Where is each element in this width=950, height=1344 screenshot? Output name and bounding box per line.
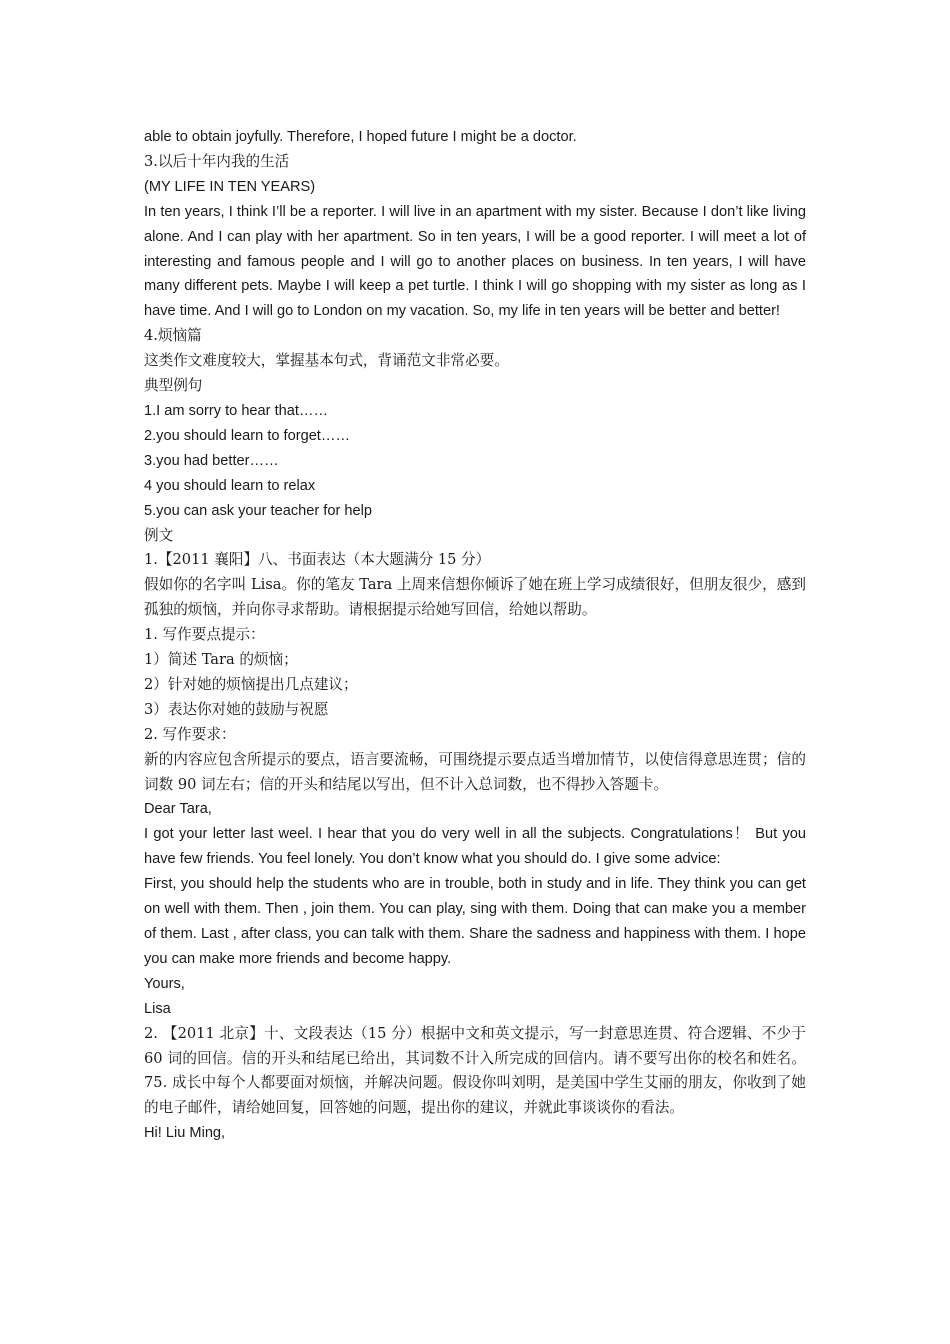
section-heading-4: 4.烦恼篇 [144, 327, 202, 345]
section-heading-3: 3.以后十年内我的生活 [144, 152, 290, 170]
example-sentence: 3.you had better…… [144, 452, 279, 469]
essay-title: (MY LIFE IN TEN YEARS) [144, 178, 316, 195]
essay-ten-years: In ten years, I think I’ll be a reporter. I will live in an apartment with my sister. Because I don’t like living alone. And I can play with her apartment. So in ten years, I will be a good reporter. I will meet a lot of interesting and famous people and I will go to another places on business. In ten years, I will have many different pets. Maybe I will keep a pet turtle. I think I will go shopping with my sister as long as I have time. And I will go to London on my vacation. So, my life in ten years will be better and better! [144, 203, 806, 320]
writing-point: 3）表达你对她的鼓励与祝愿 [144, 700, 329, 718]
letter-greeting: Dear Tara, [144, 801, 212, 818]
reply-greeting: Hi! Liu Ming, [144, 1125, 226, 1142]
letter-closing: Yours, [144, 975, 185, 992]
example-sentence: 4 you should learn to relax [144, 477, 316, 494]
question-1-heading: 1.【2011 襄阳】八、书面表达（本大题满分 15 分） [144, 551, 491, 569]
question-1-prompt: 假如你的名字叫 Lisa。你的笔友 Tara 上周来信想你倾诉了她在班上学习成绩很好，但朋友很少，感到孤独的烦恼，并向你寻求帮助。请根据提示给她写回信，给她以帮助。 [144, 576, 806, 619]
writing-points-heading: 1. 写作要点提示： [144, 626, 265, 644]
requirements-heading: 2. 写作要求： [144, 725, 236, 743]
document-page [144, 125, 806, 1146]
writing-point: 2）针对她的烦恼提出几点建议； [144, 675, 358, 693]
requirements-text: 新的内容应包含所提示的要点，语言要流畅，可围绕提示要点适当增加情节，以使信得意思连贯；信的词数 90 词左右；信的开头和结尾以写出，但不计入总词数，也不得抄入答题卡。 [144, 750, 806, 793]
sample-heading: 例文 [144, 526, 174, 544]
writing-point: 1）简述 Tara 的烦恼； [144, 651, 298, 669]
text-line: able to obtain joyfully. Therefore, I hoped future I might be a doctor. [144, 129, 577, 145]
question-2-prompt: 2. 【2011 北京】十、文段表达（15 分）根据中文和英文提示，写一封意思连贯、符合逻辑、不少于 60 词的回信。信的开头和结尾已给出，其词数不计入所完成的回信内。请不要写出你的校名和姓名。75. 成长中每个人都要面对烦恼，并解决问题。假设你叫刘明，是美国中学生艾丽的朋友，你收到了她的电子邮件，请给她回复，回答她的问题，提出你的建议，并就此事谈谈你的看法。 [144, 1024, 806, 1117]
letter-body-paragraph: First, you should help the students who are in trouble, both in study and in life. They think you can get on well with them. Then , join them. You can play, sing with them. Doing that can make you a member of them. Last , after class, you can talk with them. Share the sadness and happiness with them. I hope you can make more friends and become happy. [144, 876, 806, 967]
example-sentence: 2.you should learn to forget…… [144, 427, 351, 444]
section-intro: 这类作文难度较大，掌握基本句式，背诵范文非常必要。 [144, 352, 509, 370]
example-sentence: 1.I am sorry to hear that…… [144, 402, 329, 419]
example-sentence: 5.you can ask your teacher for help [144, 502, 372, 519]
letter-signature: Lisa [144, 1000, 171, 1017]
letter-body-paragraph: I got your letter last weel. I hear that you do very well in all the subjects. Congratulations！ But you have few friends. You feel lonely. You don’t know what you should do. I give some advice: [144, 826, 806, 868]
examples-heading: 典型例句 [144, 377, 203, 395]
